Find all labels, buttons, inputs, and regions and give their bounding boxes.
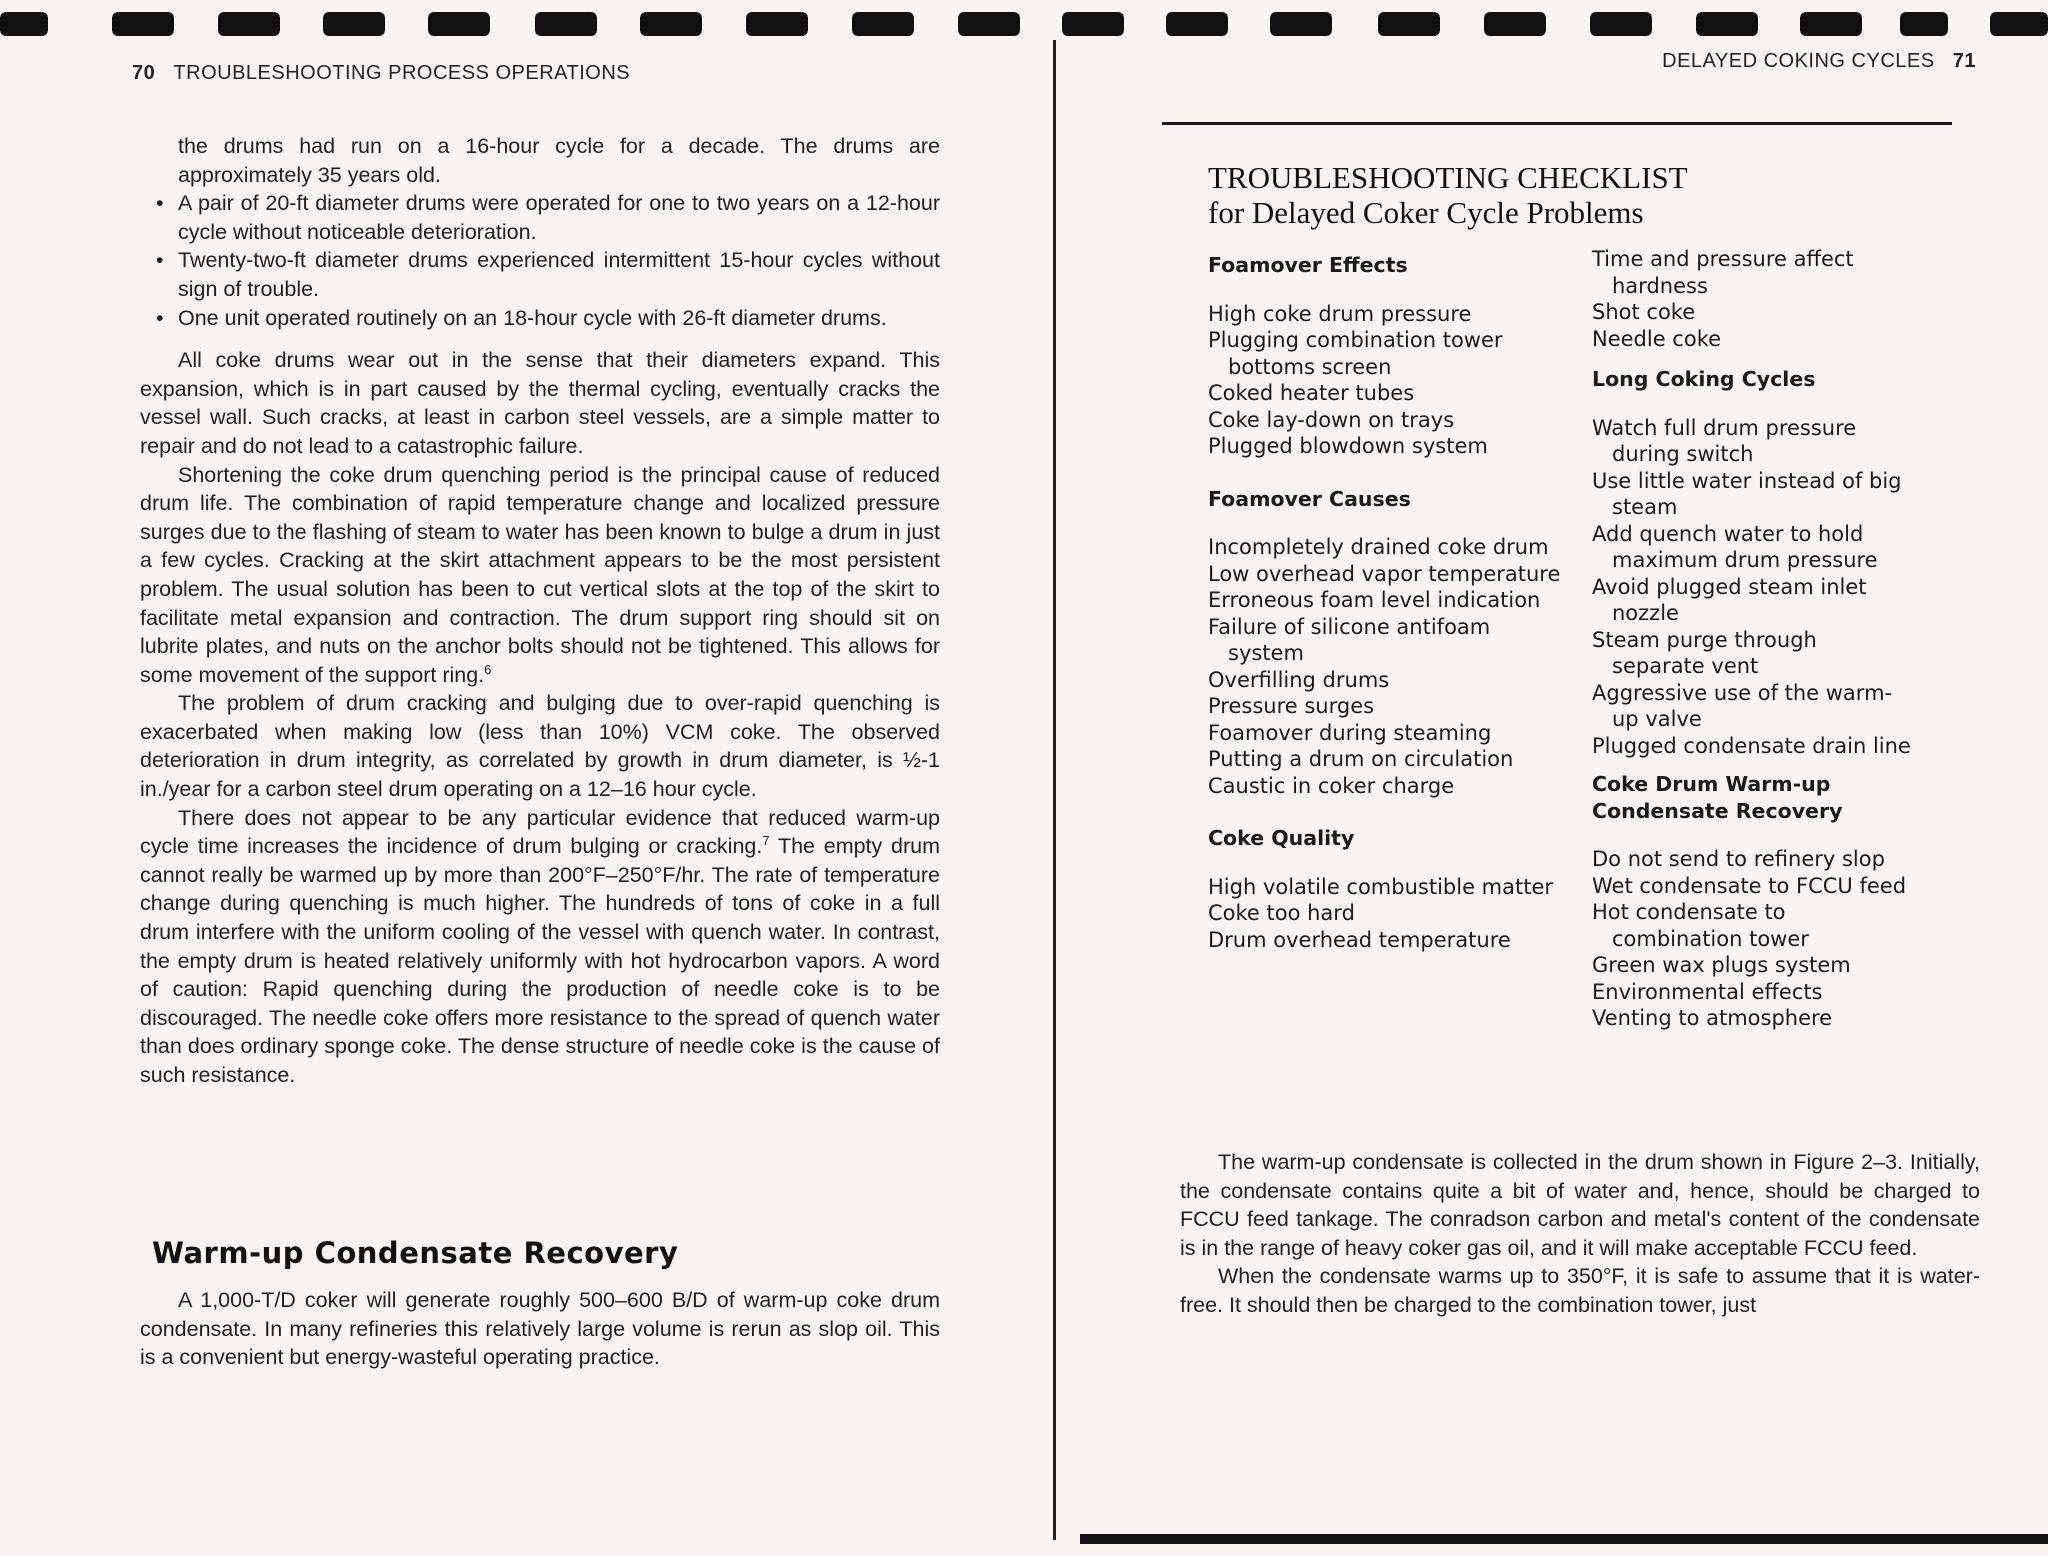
paragraph: The problem of drum cracking and bulging due to over-rapid quenching is exacerbated when making low (less than 10%) VCM coke. The observed deterioration in drum integrity, as correlated by growth in drum diameter, is ½-1 in./year for a carbon steel drum operating on a 12–16 hour cycle.: [140, 691, 940, 802]
checklist-item: Putting a drum on circulation: [1208, 747, 1514, 771]
section-heading: Warm-up Condensate Recovery: [152, 1236, 679, 1270]
checklist-heading: Coke Quality: [1208, 826, 1355, 850]
checklist-list: [1592, 846, 1912, 1032]
paragraph: A 1,000-T/D coker will generate roughly 500–600 B/D of warm-up coke drum condensate. In many refineries this relatively large volume is rerun as slop oil. This is a convenient but energy-wasteful operating practice.: [140, 1288, 940, 1370]
right-running-title: DELAYED COKING CYCLES: [1662, 50, 1935, 72]
checklist-item: Do not send to refinery slop: [1592, 847, 1885, 871]
checklist-item: Avoid plugged steam inlet nozzle: [1592, 574, 1867, 625]
footnote-ref: 6: [484, 661, 492, 677]
checklist-list: [1208, 301, 1568, 460]
drum-cycle-bullets: [140, 189, 940, 332]
checklist-item: Coke too hard: [1208, 901, 1355, 925]
checklist-item: Environmental effects: [1592, 979, 1823, 1004]
checklist-column-left: [1208, 252, 1568, 953]
continued-paragraph: the drums had run on a 16-hour cycle for a decade. The drums are approximately 35 years old.: [178, 134, 940, 187]
checklist-item: Use little water instead of big steam: [1592, 468, 1902, 519]
checklist-item: Needle coke: [1592, 326, 1722, 351]
checklist-item: Coked heater tubes: [1208, 381, 1415, 405]
checklist-list: [1592, 246, 1912, 352]
checklist-title-line: TROUBLESHOOTING CHECKLIST: [1208, 160, 1688, 195]
checklist-item: Plugged condensate drain line: [1592, 733, 1911, 758]
checklist-item: Venting to atmosphere: [1592, 1006, 1833, 1030]
checklist-item: Drum overhead temperature: [1208, 927, 1511, 952]
checklist-item: Green wax plugs system: [1592, 953, 1851, 977]
checklist-list: [1208, 534, 1568, 799]
checklist-item: Caustic in coker charge: [1208, 773, 1455, 798]
checklist-heading: Coke Drum Warm-up Condensate Recovery: [1592, 772, 1843, 823]
checklist-item: Coke lay-down on trays: [1208, 407, 1455, 432]
bullet-item: • A pair of 20-ft diameter drums were operated for one to two years on a 12-hour cycle without noticeable deterioration.: [140, 189, 940, 246]
checklist-heading: Long Coking Cycles: [1592, 367, 1816, 391]
checklist-item: Foamover during steaming: [1208, 720, 1492, 745]
paragraph: Shortening the coke drum quenching period is the principal cause of reduced drum life. The combination of rapid temperature change and localized pressure surges due to the flashing of steam to water has been known to bulge a drum in just a few cycles. Cracking at the skirt attachment appears to be the most persistent problem. The usual solution has been to cut vertical slots at the top of the skirt to facilitate metal expansion and contraction. The drum support ring should sit on lubrite plates, and nuts on the anchor bolts should not be tightened. This allows for some movement of the support ring.$^6$: [140, 462, 940, 687]
bullet-item: • Twenty-two-ft diameter drums experienced intermittent 15-hour cycles without sign of trouble.: [140, 246, 940, 303]
paragraph: When the condensate warms up to 350°F, it is safe to assume that it is water-free. It should then be charged to the combination tower, just: [1180, 1264, 1980, 1317]
checklist-heading: Foamover Effects: [1208, 253, 1408, 277]
checklist-item: Plugging combination tower bottoms screen: [1208, 328, 1503, 379]
checklist-item: Time and pressure affect hardness: [1592, 247, 1854, 298]
checklist-title: [1208, 160, 1688, 230]
left-running-head: [132, 62, 630, 85]
checklist-item: Watch full drum pressure during switch: [1592, 415, 1857, 466]
checklist-item: Hot condensate to combination tower: [1592, 900, 1809, 951]
checklist-item: High coke drum pressure: [1208, 301, 1472, 326]
checklist-list: [1592, 415, 1912, 760]
checklist-item: Erroneous foam level indication: [1208, 588, 1541, 612]
checklist-column-right: [1592, 246, 1912, 1032]
left-page-number: 70: [132, 62, 156, 84]
paragraph: All coke drums wear out in the sense that their diameters expand. This expansion, which is in part caused by the thermal cycling, eventually cracks the vessel wall. Such cracks, at least in carbon steel vessels, are a simple matter to repair and do not lead to a catastrophic failure.: [140, 348, 940, 458]
checklist-top-rule: [1162, 122, 1952, 125]
checklist-item: Overfilling drums: [1208, 667, 1390, 692]
right-page: [1058, 0, 2048, 1556]
checklist-item: High volatile combustible matter: [1208, 874, 1554, 899]
left-running-title: TROUBLESHOOTING PROCESS OPERATIONS: [173, 62, 631, 84]
bullet-item: • One unit operated routinely on an 18-hour cycle with 26-ft diameter drums.: [140, 304, 940, 333]
book-spine: [1053, 40, 1056, 1540]
checklist-item: Wet condensate to FCCU feed: [1592, 873, 1907, 898]
paragraph: The warm-up condensate is collected in the drum shown in Figure 2–3. Initially, the condensate contains quite a bit of water and, hence, should be charged to FCCU feed tankage. The conradson carbon and metal's content of the condensate is in the range of heavy coker gas oil, and it will make acceptable FCCU feed.: [1180, 1150, 1980, 1260]
footnote-ref: 7: [762, 833, 770, 849]
checklist-item: Steam purge through separate vent: [1592, 627, 1817, 678]
right-body-text: [1180, 1148, 1980, 1320]
checklist-item: Failure of silicone antifoam system: [1208, 614, 1491, 665]
checklist-item: Low overhead vapor temperature: [1208, 561, 1561, 586]
checklist-item: Incompletely drained coke drum: [1208, 535, 1549, 559]
left-body-text: [140, 132, 940, 1090]
checklist-heading: Foamover Causes: [1208, 486, 1411, 511]
checklist-subtitle: for Delayed Coker Cycle Problems: [1208, 195, 1644, 230]
checklist-item: Plugged blowdown system: [1208, 434, 1488, 458]
paragraph: There does not appear to be any particular evidence that reduced warm-up cycle time increases the incidence of drum bulging or cracking.$^7$ The empty drum cannot really be warmed up by more than 200°F–250°F/hr. The rate of temperature change during quenching is much higher. The hundreds of tons of coke in a full drum interfere with the uniform cooling of the vessel with quench water. In contrast, the empty drum is heated relatively uniformly with hot hydrocarbon vapors. A word of caution: Rapid quenching during the production of needle coke is to be discouraged. The needle coke offers more resistance to the spread of quench water than does ordinary sponge coke. The dense structure of needle coke is the cause of such resistance.: [140, 805, 940, 1087]
right-page-number: 71: [1952, 50, 1976, 72]
right-running-head: [1662, 50, 1976, 73]
checklist-list: [1208, 874, 1568, 954]
section-body: [140, 1286, 940, 1372]
checklist-item: Add quench water to hold maximum drum pressure: [1592, 521, 1878, 572]
checklist-item: Shot coke: [1592, 300, 1696, 324]
checklist-item: Aggressive use of the warm-up valve: [1592, 680, 1893, 731]
checklist-item: Pressure surges: [1208, 694, 1375, 718]
